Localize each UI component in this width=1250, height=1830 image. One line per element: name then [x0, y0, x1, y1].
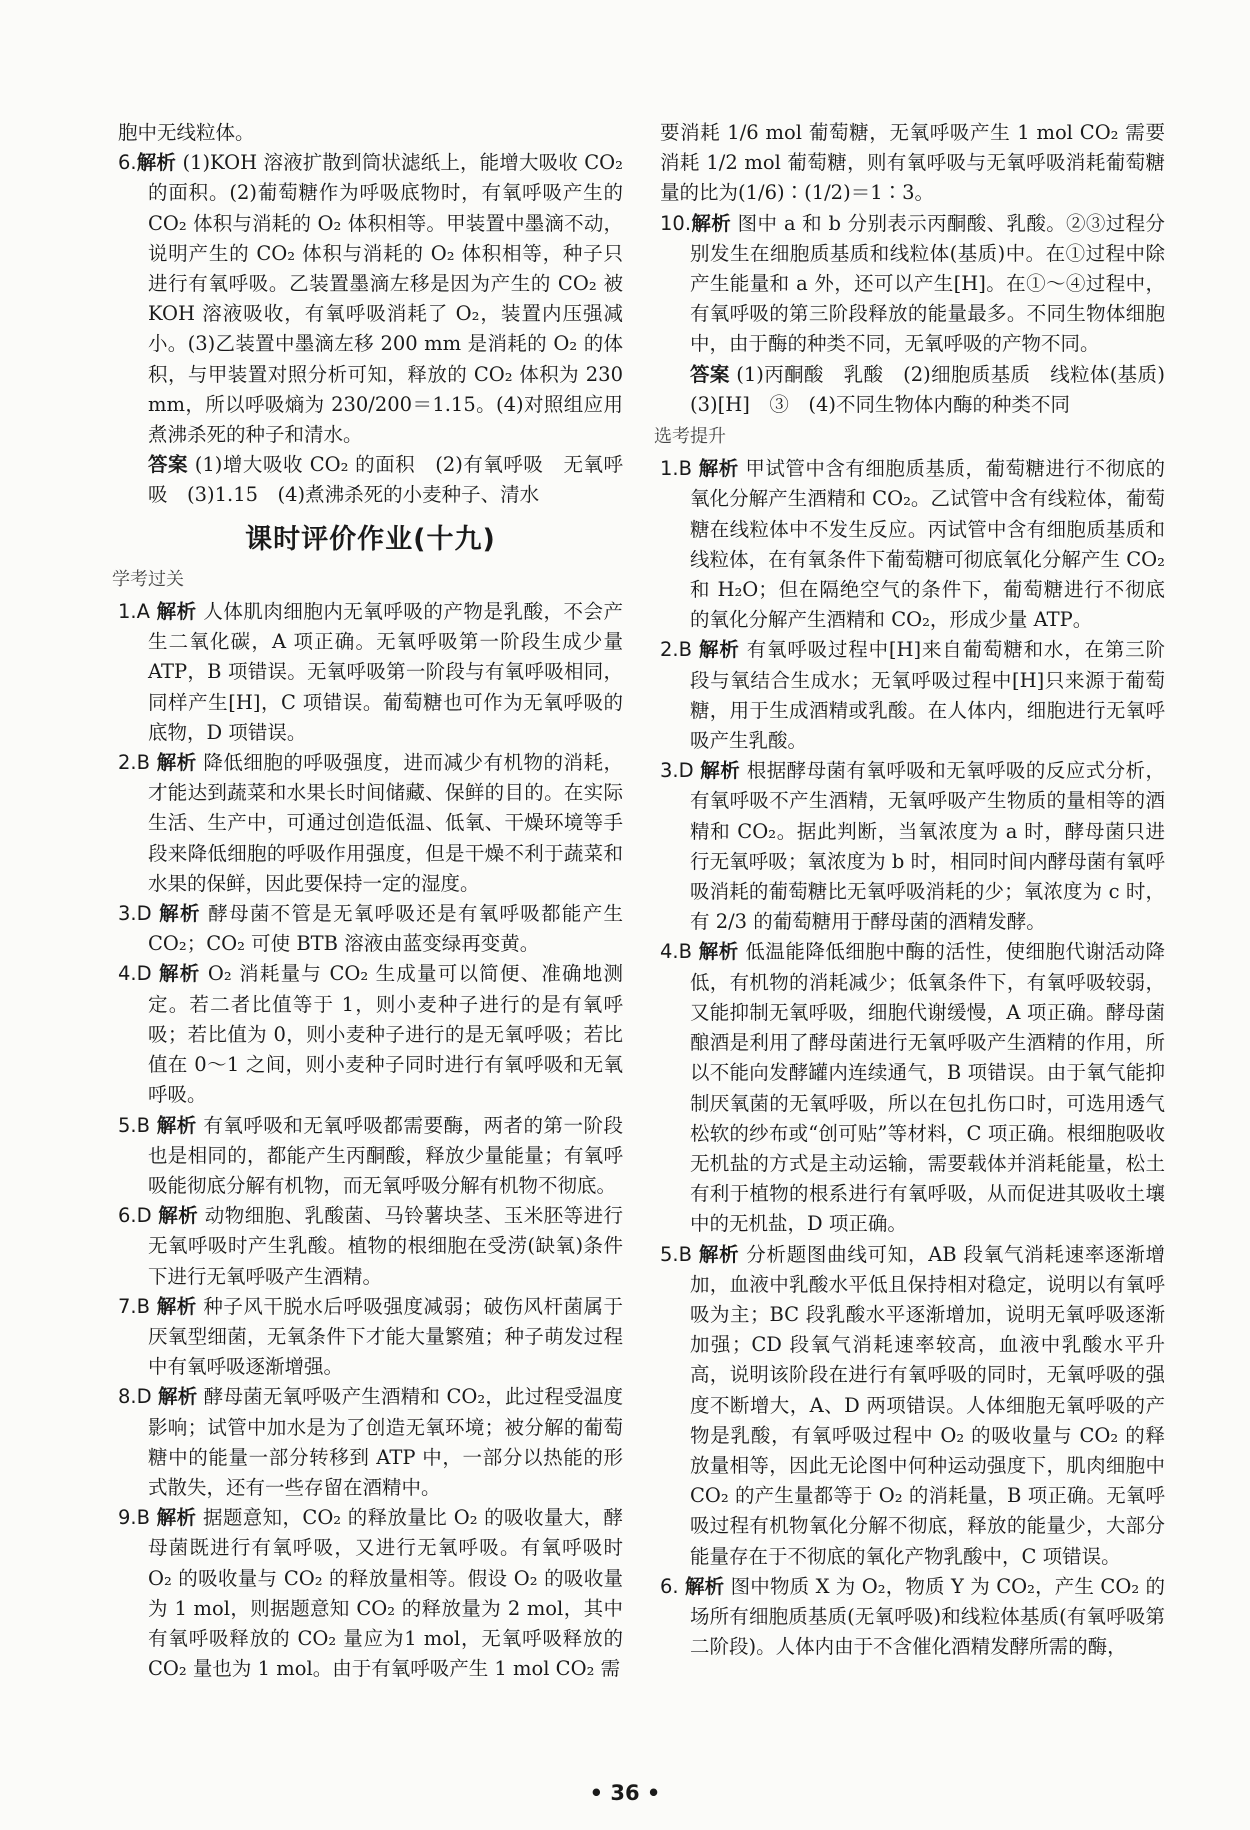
analysis-text: 图中物质 X 为 O₂，物质 Y 为 CO₂，产生 CO₂ 的场所有细胞质基质(无氧呼吸)和线粒体基质(有氧呼吸第二阶段)。人体内由于不含催化酒精发酵所需的酶， — [690, 1574, 1166, 1659]
answer-item — [660, 635, 1165, 756]
analysis-label: 解析 — [691, 211, 732, 235]
answer-item — [118, 1382, 623, 1503]
analysis-text: O₂ 消耗量与 CO₂ 生成量可以简便、准确地测定。若二者比值等于 1，则小麦种子进行的是有氧呼吸；若比值为 0，则小麦种子进行的是无氧呼吸；若比值在 0～1 之间，则小麦种子同时进行有氧呼吸和无氧呼吸。 — [148, 962, 623, 1107]
answer-item — [660, 1240, 1165, 1572]
analysis-text: (1)KOH 溶液扩散到筒状滤纸上，能增大吸收 CO₂ 的面积。(2)葡萄糖作为呼吸底物时，有氧呼吸产生的 CO₂ 体积与消耗的 O₂ 体积相等。甲装置中墨滴不动，说明产生的 CO₂ 体积与消耗的 O₂ 体积相等，种子只进行有氧呼吸。乙装置墨滴左移是因为产生的 CO₂ 被 KOH 溶液吸收，有氧呼吸消耗了 O₂，装置内压强减小。(3)乙装置中墨滴左移 200 mm 是消耗的 O₂ 的体积，与甲装置对照分析可知，释放的 CO₂ 体积为 230 mm，所以呼吸熵为 230/200＝1.15。(4)对照组应用煮沸杀死的种子和清水。 — [148, 151, 623, 447]
answer-item — [660, 454, 1165, 635]
page-number: • 36 • — [589, 1781, 661, 1805]
analysis-text: 有氧呼吸和无氧呼吸都需要酶，两者的第一阶段也是相同的，都能产生丙酮酸，释放少量能量；有氧呼吸能彻底分解有机物，而无氧呼吸分解有机物不彻底。 — [148, 1113, 623, 1197]
answer-item — [118, 1503, 623, 1684]
analysis-label: 解析 — [699, 638, 740, 662]
answer-item — [118, 959, 623, 1110]
subsection-label: 学考过关 — [112, 568, 184, 590]
answer-10 — [660, 360, 1185, 420]
subsection-label: 选考提升 — [654, 426, 726, 448]
answer-item — [118, 1292, 623, 1383]
analysis-text: 低温能降低细胞中酶的活性，使细胞代谢活动降低，有机物的消耗减少；低氧条件下，有氧呼吸较弱，又能抑制无氧呼吸，细胞代谢缓慢，A 项正确。酵母菌酿酒是利用了酵母菌进行无氧呼吸产生酒精的作用，所以不能向发酵罐内连续通气，B 项错误。由于氧气能抑制厌氧菌的无氧呼吸，所以在包扎伤口时，可选用透气松软的纱布或“创可贴”等材料，C 项正确。根细胞吸收无机盐的方式是主动运输，需要载体并消耗能量，松土有利于植物的根系进行有氧呼吸，从而促进其吸收土壤中的无机盐，D 项正确。 — [690, 940, 1165, 1236]
item-number: 8.D — [118, 1385, 152, 1409]
analysis-label: 解析 — [159, 962, 201, 986]
analysis-text: 甲试管中含有细胞质基质，葡萄糖进行不彻底的氧化分解产生酒精和 CO₂。乙试管中含有线粒体，葡萄糖在线粒体中不发生反应。丙试管中含有细胞质基质和线粒体，在有氧条件下葡萄糖可彻底氧化分解产生 CO₂ 和 H₂O；但在隔绝空气的条件下，葡萄糖进行不彻底的氧化分解产生酒精和 CO₂，形成少量 ATP。 — [690, 457, 1165, 632]
analysis-label: 解析 — [158, 1204, 199, 1228]
answer-item — [118, 1201, 623, 1292]
question-10 — [660, 209, 1165, 360]
answer-item — [660, 1572, 1165, 1663]
question-number: 10. — [660, 211, 692, 235]
analysis-label: 解析 — [700, 759, 741, 783]
analysis-label: 解析 — [684, 1574, 725, 1598]
item-number: 5.B — [660, 1242, 692, 1266]
analysis-text: 据题意知，CO₂ 的释放量比 O₂ 的吸收量大，酵母菌既进行有氧呼吸，又进行无氧呼吸。有氧呼吸时 O₂ 的吸收量与 CO₂ 的释放量相等。假设 O₂ 的吸收量为 1 mol，则据题意知 CO₂ 的释放量为 2 mol，其中有氧呼吸释放的 CO₂ 量应为1 mol，无氧呼吸释放的 CO₂ 量也为 1 mol。由于有氧呼吸产生 1 mol CO₂ 需 — [148, 1506, 623, 1681]
item-number: 4.B — [660, 940, 692, 964]
item-number: 1.B — [660, 457, 692, 481]
item-number: 3.D — [660, 759, 694, 783]
analysis-label: 解析 — [156, 1506, 197, 1530]
section-heading: 课时评价作业(十九) — [245, 523, 496, 555]
analysis-label: 解析 — [156, 1113, 197, 1137]
item-number: 9.B — [118, 1506, 150, 1530]
item-number: 5.B — [118, 1113, 150, 1137]
right-column — [654, 118, 1185, 1662]
question-number: 6. — [118, 151, 137, 175]
analysis-label: 解析 — [159, 902, 201, 926]
answer-item — [118, 597, 623, 748]
answer-item — [118, 748, 623, 899]
answer-text: (1)丙酮酸 乳酸 (2)细胞质基质 线粒体(基质) (3)[H] ③ (4)不同生物体内酶的种类不同 — [690, 362, 1185, 416]
analysis-label: 解析 — [698, 1242, 740, 1266]
analysis-text: 动物细胞、乳酸菌、马铃薯块茎、玉米胚等进行无氧呼吸时产生乳酸。植物的根细胞在受涝(缺氧)条件下进行无氧呼吸产生酒精。 — [148, 1204, 623, 1288]
answer-item — [118, 1111, 623, 1202]
analysis-label: 解析 — [158, 1385, 198, 1409]
item-number: 6. — [660, 1574, 679, 1598]
answer-label: 答案 — [148, 453, 189, 477]
analysis-text: 降低细胞的呼吸强度，进而减少有机物的消耗，才能达到蔬菜和水果长时间储藏、保鲜的目的。在实际生活、生产中，可通过创造低温、低氧、干燥环境等手段来降低细胞的呼吸作用强度，但是干燥不利于蔬菜和水果的保鲜，因此要保持一定的湿度。 — [148, 751, 623, 895]
left-column — [112, 118, 623, 1684]
analysis-text: 根据酵母菌有氧呼吸和无氧呼吸的反应式分析，有氧呼吸不产生酒精，无氧呼吸产生物质的量相等的酒精和 CO₂。据此判断，当氧浓度为 a 时，酵母菌只进行无氧呼吸；氧浓度为 b 时，相同时间内酵母菌有氧呼吸消耗的葡萄糖比无氧呼吸消耗的少；氧浓度为 c 时，有 2/3 的葡萄糖用于酵母菌的酒精发酵。 — [690, 759, 1165, 934]
item-number: 3.D — [118, 902, 152, 926]
item-number: 2.B — [660, 638, 692, 662]
answer-item — [660, 756, 1165, 937]
analysis-text: 种子风干脱水后呼吸强度减弱；破伤风杆菌属于厌氧型细菌，无氧条件下才能大量繁殖；种子萌发过程中有氧呼吸逐渐增强。 — [148, 1294, 623, 1379]
answer-item — [118, 899, 623, 959]
left-answer-list — [118, 597, 623, 1684]
analysis-text: 分析题图曲线可知，AB 段氧气消耗速率逐渐增加，血液中乳酸水平低且保持相对稳定，说明以有氧呼吸为主；BC 段乳酸水平逐渐增加，说明无氧呼吸逐渐加强；CD 段氧气消耗速率较高，血液中乳酸水平升高，说明该阶段在进行有氧呼吸的同时，无氧呼吸的强度不断增大，A、D 两项错误。人体细胞无氧呼吸的产物是乳酸，有氧呼吸过程中 O₂ 的吸收量与 CO₂ 的释放量相等，因此无论图中何种运动强度下，肌肉细胞中 CO₂ 的产生量都等于 O₂ 的消耗量，B 项正确。无氧呼吸过程有机物氧化分解不彻底，释放的能量少，大部分能量存在于不彻底的氧化产物乳酸中，C 项错误。 — [690, 1242, 1165, 1568]
analysis-label: 解析 — [156, 600, 197, 624]
question-6 — [118, 148, 623, 450]
analysis-label: 解析 — [156, 751, 197, 775]
item-number: 1.A — [118, 600, 150, 624]
item-number: 4.D — [118, 962, 152, 986]
answer-text: (1)增大吸收 CO₂ 的面积 (2)有氧呼吸 无氧呼吸 (3)1.15 (4)煮沸杀死的小麦种子、清水 — [148, 453, 623, 507]
analysis-text: 有氧呼吸过程中[H]来自葡萄糖和水，在第三阶段与氧结合生成水；无氧呼吸过程中[H]只来源于葡萄糖，用于生成酒精或乳酸。在人体内，细胞进行无氧呼吸产生乳酸。 — [690, 638, 1165, 753]
analysis-text: 人体肌肉细胞内无氧呼吸的产物是乳酸，不会产生二氧化碳，A 项正确。无氧呼吸第一阶段生成少量 ATP，B 项错误。无氧呼吸第一阶段与有氧呼吸相同，同样产生[H]，C 项错误。葡萄糖也可作为无氧呼吸的底物，D 项错误。 — [148, 600, 623, 744]
analysis-label: 解析 — [698, 457, 739, 481]
answer-6 — [118, 450, 623, 510]
analysis-text: 图中 a 和 b 分别表示丙酮酸、乳酸。②③过程分别发生在细胞质基质和线粒体(基质)中。在①过程中除产生能量和 a 外，还可以产生[H]。在①～④过程中，有氧呼吸的第三阶段释放的能量最多。不同生物体细胞中，由于酶的种类不同，无氧呼吸的产物不同。 — [690, 211, 1165, 356]
item-number: 7.B — [118, 1294, 150, 1318]
analysis-text: 酵母菌不管是无氧呼吸还是有氧呼吸都能产生 CO₂；CO₂ 可使 BTB 溶液由蓝变绿再变黄。 — [148, 902, 623, 956]
answer-item — [660, 937, 1165, 1239]
right-intro-text: 要消耗 1/6 mol 葡萄糖，无氧呼吸产生 1 mol CO₂ 需要消耗 1/2 mol 葡萄糖，则有氧呼吸与无氧呼吸消耗葡萄糖量的比为(1/6)∶(1/2)＝1∶3。 — [660, 121, 1165, 205]
right-answer-list — [660, 454, 1165, 1662]
item-number: 2.B — [118, 751, 150, 775]
analysis-label: 解析 — [136, 151, 177, 175]
answer-label: 答案 — [690, 362, 730, 386]
analysis-label: 解析 — [156, 1294, 197, 1318]
left-intro-text: 胞中无线粒体。 — [118, 121, 255, 144]
analysis-label: 解析 — [698, 940, 739, 964]
item-number: 6.D — [118, 1204, 152, 1228]
analysis-text: 酵母菌无氧呼吸产生酒精和 CO₂，此过程受温度影响；试管中加水是为了创造无氧环境；被分解的葡萄糖中的能量一部分转移到 ATP 中，一部分以热能的形式散失，还有一些存留在酒精中。 — [148, 1385, 623, 1499]
